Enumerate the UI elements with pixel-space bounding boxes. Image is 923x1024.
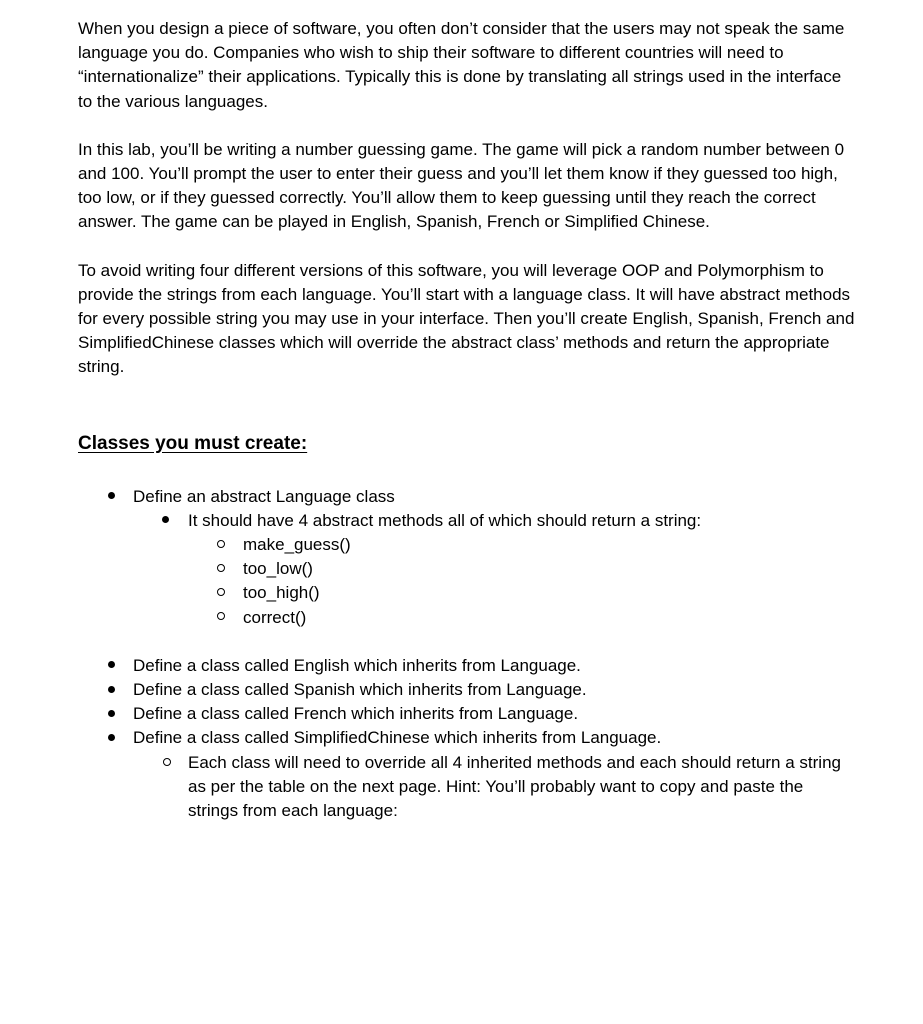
list-item-text: Define an abstract Language class (133, 486, 395, 506)
list-item-text: Define a class called Spanish which inherits from Language. (133, 680, 587, 700)
list-item (78, 702, 858, 726)
sub-list (133, 751, 858, 824)
list-item-text: Define a class called English which inherits from Language. (133, 655, 581, 675)
section-heading: Classes you must create: (78, 432, 308, 454)
intro-paragraph: When you design a piece of software, you often don’t consider that the users may not speak the same language you do. Companies who wish to ship their software to different countries will need to “internationalize” their applications. Typically this is done by translating all strings used in the interface to the various languages. (78, 19, 845, 111)
bullet-icon (108, 726, 128, 750)
bullet-icon (108, 702, 128, 726)
list-item (78, 654, 858, 678)
circle-bullet-icon (217, 605, 225, 629)
method-item (188, 581, 858, 605)
bullet-icon (162, 509, 169, 533)
list-item-text: Define a class called French which inherits from Language. (133, 704, 579, 724)
document-page (78, 17, 858, 823)
circle-bullet-icon (163, 751, 171, 775)
method-item (188, 606, 858, 630)
list-item-text: Each class will need to override all 4 inherited methods and each should return a string as per the table on the next page. Hint: You’ll probably want to copy and paste the strings from each language: (188, 752, 841, 821)
circle-bullet-icon (217, 532, 225, 556)
language-class-list (78, 485, 858, 630)
list-item (133, 751, 858, 824)
circle-bullet-icon (217, 556, 225, 580)
method-item (188, 533, 858, 557)
method-name: make_guess() (243, 535, 351, 555)
list-item (78, 485, 858, 630)
bullet-icon (108, 678, 128, 702)
list-item (78, 726, 858, 823)
list-item-text: It should have 4 abstract methods all of which should return a string: (188, 510, 702, 530)
list-item-text: Define a class called SimplifiedChinese which inherits from Language. (133, 728, 662, 748)
method-item (188, 557, 858, 581)
method-name: correct() (243, 607, 307, 627)
oop-paragraph: To avoid writing four different versions of this software, you will leverage OOP and Polymorphism to provide the strings from each language. You’ll start with a language class. It will have abstract methods for every possible string you may use in your interface. Then you’ll create English, Spanish, French and SimplifiedChinese classes which will override the abstract class’ methods and return the appropriate string. (78, 260, 855, 377)
list-item (78, 678, 858, 702)
bullet-icon (108, 654, 128, 678)
method-list (188, 533, 858, 630)
circle-bullet-icon (217, 580, 225, 604)
bullet-icon (108, 485, 128, 509)
lab-description-paragraph: In this lab, you’ll be writing a number guessing game. The game will pick a random number between 0 and 100. You’ll prompt the user to enter their guess and you’ll let them know if they guessed too high, too low, or if they guessed correctly. You’ll allow them to keep guessing until they reach the correct answer. The game can be played in English, Spanish, French or Simplified Chinese. (78, 139, 845, 232)
sub-list (133, 509, 858, 630)
method-name: too_high() (243, 583, 320, 603)
method-name: too_low() (243, 559, 313, 579)
subclass-list (78, 654, 858, 823)
list-item (133, 509, 858, 630)
